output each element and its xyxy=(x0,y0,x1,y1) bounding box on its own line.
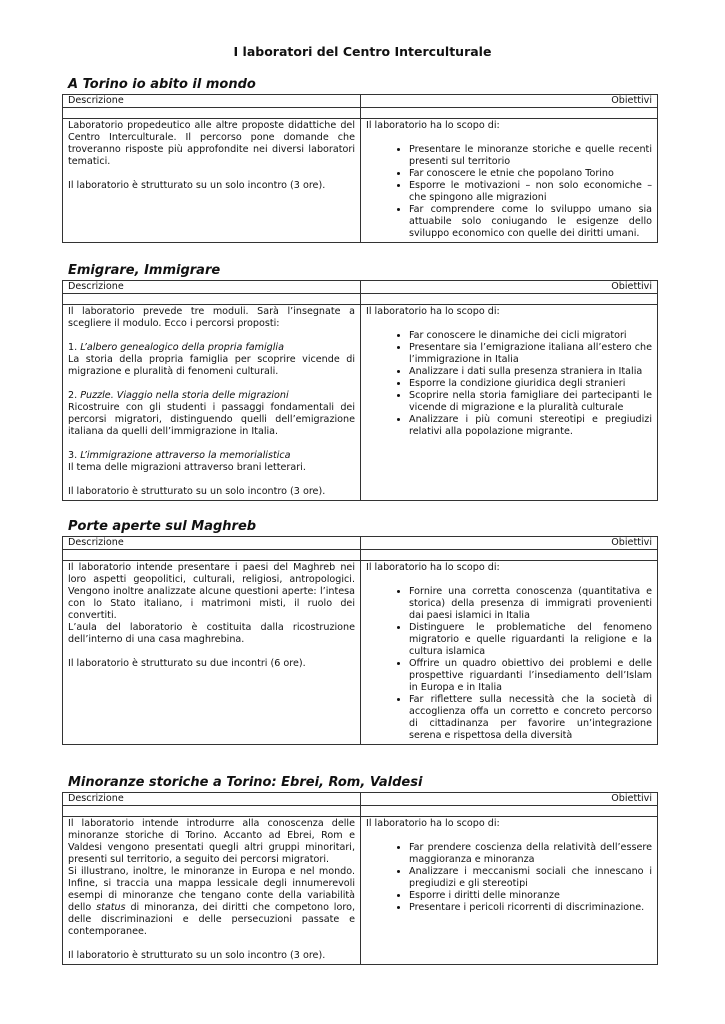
text: Laboratorio propedeutico alle altre proposte didattiche del Centro Interculturale. Il percorso pone domande che troveranno risposte più approfondite nei diversi laboratori tematici. xyxy=(68,120,355,167)
text: Il laboratorio è strutturato su due incontri (6 ore). xyxy=(68,658,306,669)
empty-cell xyxy=(63,294,361,305)
description-paragraph xyxy=(68,342,355,378)
text: di minoranza, dei diritti che competono loro, delle discriminazioni e delle persecuzioni passate e contemporanee. xyxy=(68,902,355,937)
lab-section xyxy=(62,263,658,501)
lab-table xyxy=(62,792,658,965)
objectives-cell xyxy=(361,119,658,243)
content-row xyxy=(63,305,658,501)
content-row xyxy=(63,561,658,745)
objective-item: • Scoprire nella storia famigliare dei partecipanti le vicende di migrazione e la pluralità culturale xyxy=(409,390,652,414)
content-row xyxy=(63,119,658,243)
objective-item: • Far conoscere le etnie che popolano Torino xyxy=(409,168,652,180)
text: 3. xyxy=(68,450,81,461)
objective-item: • Analizzare i dati sulla presenza straniera in Italia xyxy=(409,366,652,378)
objectives-list xyxy=(366,144,652,240)
italic-text: L’albero genealogico della propria famiglia xyxy=(80,342,284,353)
text: Il laboratorio è strutturato su un solo incontro (3 ore). xyxy=(68,950,326,961)
empty-cell xyxy=(63,806,361,817)
header-descrizione: Descrizione xyxy=(63,281,361,294)
lab-table xyxy=(62,536,658,745)
lab-section xyxy=(62,775,658,965)
objective-item: • Presentare le minoranze storiche e quelle recenti presenti sul territorio xyxy=(409,144,652,168)
text: Il laboratorio intende presentare i paesi del Maghreb nei loro aspetti geopolitici, culturali, religiosi, antropologici. Vengono inoltre analizzate alcune questioni aperte: l’intesa con lo Stato italiano, i matrimoni misti, il ruolo dei convertiti. L’aula del laboratorio è costituita dalla ricostruzione dell’interno di una casa maghrebina. xyxy=(68,562,355,645)
text: Il laboratorio è strutturato su un solo incontro (3 ore). xyxy=(68,486,326,497)
header-obiettivi: Obiettivi xyxy=(361,537,658,550)
description-cell xyxy=(63,561,361,745)
objectives-list xyxy=(366,586,652,742)
description-paragraph xyxy=(68,950,355,962)
text: 2. xyxy=(68,390,81,401)
objectives-intro: Il laboratorio ha lo scopo di: xyxy=(366,306,500,317)
empty-cell xyxy=(63,108,361,119)
empty-cell xyxy=(361,550,658,561)
empty-row xyxy=(63,550,658,561)
text: Il laboratorio prevede tre moduli. Sarà l’insegnate a scegliere il modulo. Ecco i percorsi proposti: xyxy=(68,306,355,329)
description-cell xyxy=(63,305,361,501)
objectives-cell xyxy=(361,305,658,501)
description-cell xyxy=(63,817,361,965)
empty-cell xyxy=(63,550,361,561)
section-title: Emigrare, Immigrare xyxy=(68,263,221,278)
objectives-list xyxy=(366,330,652,438)
description-paragraph xyxy=(68,562,355,646)
empty-row xyxy=(63,294,658,305)
lab-section xyxy=(62,77,658,243)
header-descrizione: Descrizione xyxy=(63,793,361,806)
text: Il laboratorio intende introdurre alla conoscenza delle minoranze storiche di Torino. Accanto ad Ebrei, Rom e Valdesi vengono presentati quegli altri gruppi minoritari, presenti sul territorio, a seguito dei percorsi migratori. Si illustrano, inoltre, le minoranze in Europa e nel mondo. Infine, si traccia una mappa lessicale degli innumerevoli esempi di minoranze che tengano conte della variabilità dello xyxy=(68,818,355,913)
objectives-cell xyxy=(361,817,658,965)
text: Ricostruire con gli studenti i passaggi fondamentali dei percorsi migratori, distinguendo quelli dell’emigrazione italiana da quelli dell’immigrazione in Italia. xyxy=(68,402,355,437)
text: Il tema delle migrazioni attraverso brani letterari. xyxy=(68,462,306,473)
objectives-list xyxy=(366,842,652,914)
content-row xyxy=(63,817,658,965)
description-paragraph xyxy=(68,818,355,938)
empty-row xyxy=(63,108,658,119)
italic-text: L’immigrazione attraverso la memorialistica xyxy=(80,450,291,461)
italic-text: status xyxy=(96,902,126,913)
italic-text: Puzzle. Viaggio nella storia delle migrazioni xyxy=(80,390,289,401)
objective-item: • Presentare sia l’emigrazione italiana all’estero che l’immigrazione in Italia xyxy=(409,342,652,366)
objectives-intro: Il laboratorio ha lo scopo di: xyxy=(366,818,500,829)
objective-item: • Esporre la condizione giuridica degli stranieri xyxy=(409,378,652,390)
lab-table xyxy=(62,94,658,243)
objective-item: • Analizzare i meccanismi sociali che innescano i pregiudizi e gli stereotipi xyxy=(409,866,652,890)
header-row xyxy=(63,281,658,294)
objective-item: • Presentare i pericoli ricorrenti di discriminazione. xyxy=(409,902,652,914)
section-title: A Torino io abito il mondo xyxy=(68,77,256,92)
objectives-intro: Il laboratorio ha lo scopo di: xyxy=(366,120,500,131)
objective-item: • Fornire una corretta conoscenza (quantitativa e storica) della presenza di immigrati provenienti dai paesi islamici in Italia xyxy=(409,586,652,622)
header-row xyxy=(63,537,658,550)
objectives-cell xyxy=(361,561,658,745)
objective-item: • Esporre le motivazioni – non solo economiche – che spingono alle migrazioni xyxy=(409,180,652,204)
document-title: I laboratori del Centro Interculturale xyxy=(233,44,492,59)
description-paragraph xyxy=(68,390,355,438)
header-descrizione: Descrizione xyxy=(63,537,361,550)
text: 1. xyxy=(68,342,81,353)
description-cell xyxy=(63,119,361,243)
objective-item: • Distinguere le problematiche del fenomeno migratorio e quelle riguardanti la religione e la cultura islamica xyxy=(409,622,652,658)
objective-item: • Analizzare i più comuni stereotipi e pregiudizi relativi alla popolazione migrante. xyxy=(409,414,652,438)
objective-item: • Far conoscere le dinamiche dei cicli migratori xyxy=(409,330,652,342)
objective-item: • Far comprendere come lo sviluppo umano sia attuabile solo coniugando le esigenze dello sviluppo economico con quelle dei diritti umani. xyxy=(409,204,652,240)
description-paragraph xyxy=(68,306,355,330)
header-obiettivi: Obiettivi xyxy=(361,95,658,108)
description-paragraph xyxy=(68,180,355,192)
objectives-intro: Il laboratorio ha lo scopo di: xyxy=(366,562,500,573)
description-paragraph xyxy=(68,486,355,498)
description-paragraph xyxy=(68,450,355,474)
empty-row xyxy=(63,806,658,817)
header-row xyxy=(63,793,658,806)
text: Il laboratorio è strutturato su un solo incontro (3 ore). xyxy=(68,180,326,191)
empty-cell xyxy=(361,108,658,119)
header-obiettivi: Obiettivi xyxy=(361,793,658,806)
header-obiettivi: Obiettivi xyxy=(361,281,658,294)
description-paragraph xyxy=(68,658,355,670)
objective-item: • Offrire un quadro obiettivo dei problemi e delle prospettive riguardanti l’insediamento dell’Islam in Europa e in Italia xyxy=(409,658,652,694)
section-title: Porte aperte sul Maghreb xyxy=(68,519,257,534)
description-paragraph xyxy=(68,120,355,168)
header-row xyxy=(63,95,658,108)
empty-cell xyxy=(361,294,658,305)
objective-item: • Esporre i diritti delle minoranze xyxy=(409,890,652,902)
lab-table xyxy=(62,280,658,501)
objective-item: • Far riflettere sulla necessità che la società di accoglienza offa un corretto e concreto percorso di cittadinanza per favorire un’integrazione serena e rispettosa della diversità xyxy=(409,694,652,742)
objective-item: • Far prendere coscienza della relatività dell’essere maggioranza e minoranza xyxy=(409,842,652,866)
empty-cell xyxy=(361,806,658,817)
text: La storia della propria famiglia per scoprire vicende di migrazione e pluralità di fenomeni culturali. xyxy=(68,354,355,377)
header-descrizione: Descrizione xyxy=(63,95,361,108)
section-title: Minoranze storiche a Torino: Ebrei, Rom, Valdesi xyxy=(68,775,423,790)
lab-section xyxy=(62,519,658,745)
